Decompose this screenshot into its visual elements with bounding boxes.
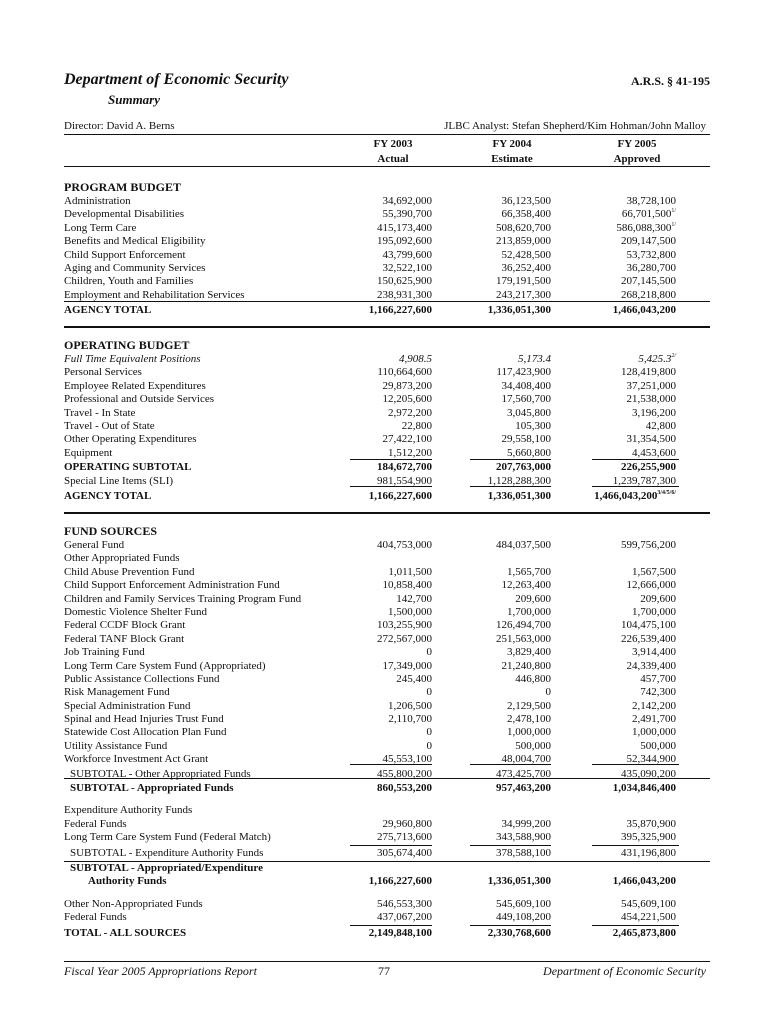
other-non-appropriated-row: Other Non-Appropriated Funds 546,553,300 545,609,100 545,609,100 (64, 897, 676, 910)
agency-total-row: AGENCY TOTAL 1,166,227,600 1,336,051,300 1,466,043,200 (64, 304, 676, 317)
program-row: Developmental Disabilities 55,390,700 66,358,400 $66,701,500^{1/}$ (64, 208, 676, 221)
fund-row: Children and Family Services Training Program Fund 142,700 209,600 209,600 (64, 592, 676, 605)
program-row: Employment and Rehabilitation Services 238,931,300 243,217,300 268,218,800 (64, 288, 676, 301)
program-total-rule-top (64, 301, 710, 302)
column-header-fy2005: FY 2005 Approved (613, 138, 661, 165)
equipment-underline-3 (592, 459, 679, 460)
expenditure-authority-heading: Expenditure Authority Funds (64, 804, 193, 817)
subtotal-expenditure-authority-row: SUBTOTAL - Expenditure Authority Funds 305,674,400 378,588,100 431,196,800 (70, 846, 676, 859)
federal-funds-row: Federal Funds 437,067,200 449,108,200 454,221,500 (64, 911, 676, 924)
general-fund-row: General Fund 404,753,000 484,037,500 599,756,200 (64, 539, 676, 551)
section-heading: FUND SOURCES (64, 524, 158, 538)
operating-row: Travel - Out of State 22,800 105,300 42,800 (64, 419, 676, 432)
sli-underline-1 (350, 486, 432, 487)
analyst-names: JLBC Analyst: Stefan Shepherd/Kim Hohman/John Malloy (444, 120, 706, 132)
workforce-underline-2 (470, 764, 551, 765)
column-header-rule (64, 166, 710, 167)
subtotal-appropriated-row: SUBTOTAL - Appropriated Funds 860,553,200 957,463,200 1,034,846,400 (70, 782, 676, 795)
fte-row: Full Time Equivalent Positions 4,908.5 5,173.4 $5,425.3^{2/}$ (64, 353, 676, 365)
operating-row: Other Operating Expenditures 27,422,100 29,558,100 31,354,500 (64, 433, 676, 446)
program-row: Benefits and Medical Eligibility 195,092,600 213,859,000 209,147,500 (64, 235, 676, 248)
fund-row: Child Abuse Prevention Fund 1,011,500 1,565,700 1,567,500 (64, 565, 676, 578)
federal-match-underline-1 (350, 845, 432, 846)
footer-department: Department of Economic Security (543, 964, 706, 978)
section-heading: PROGRAM BUDGET (64, 180, 181, 194)
fund-row: Utility Assistance Fund 0 500,000 500,000 (64, 739, 676, 752)
equipment-underline-1 (350, 459, 432, 460)
fund-row: Public Assistance Collections Fund 245,400 446,800 457,700 (64, 672, 676, 685)
fund-sources-section (64, 523, 710, 940)
operating-row: Personal Services 110,664,600 117,423,900 128,419,800 (64, 366, 676, 379)
fund-row: Domestic Violence Shelter Fund 1,500,000 1,700,000 1,700,000 (64, 605, 676, 618)
equipment-underline-2 (470, 459, 551, 460)
program-row: Long Term Care 415,173,400 508,620,700 $586,088,300^{1/}$ (64, 221, 676, 234)
subtotal-combined-row: SUBTOTAL - Appropriated/Expenditure Authority Funds 1,166,227,600 1,336,051,300 1,466,043,200 (70, 861, 676, 887)
federal-funds-underline-2 (470, 925, 551, 926)
federal-funds-underline-1 (350, 925, 432, 926)
operating-budget-section (64, 337, 710, 503)
fund-row: Job Training Fund 0 3,829,400 3,914,400 (64, 646, 676, 659)
operating-agency-total-row: AGENCY TOTAL 1,166,227,600 1,336,051,300 $1,466,043,200^{3/4/5/6/}$ (64, 489, 676, 502)
program-row: Children, Youth and Families 150,625,900 179,191,500 207,145,500 (64, 275, 676, 288)
operating-row: Equipment 1,512,200 5,660,800 4,453,600 (64, 446, 676, 459)
section-heading: OPERATING BUDGET (64, 338, 190, 352)
page-title: Department of Economic Security (64, 71, 289, 88)
subtotal-other-appropriated-row: SUBTOTAL - Other Appropriated Funds 455,800,200 473,425,700 435,090,200 (70, 767, 676, 780)
header-rule (64, 134, 710, 135)
fund-row: Workforce Investment Act Grant 45,553,100 48,004,700 52,344,900 (64, 753, 676, 766)
operating-subtotal-row: OPERATING SUBTOTAL 184,672,700 207,763,000 226,255,900 (64, 461, 676, 474)
federal-match-underline-3 (592, 845, 679, 846)
operating-row: Professional and Outside Services 12,205,600 17,560,700 21,538,000 (64, 393, 676, 406)
footer-report-title: Fiscal Year 2005 Appropriations Report (64, 964, 257, 978)
program-section-rule (64, 326, 710, 328)
subtotal-other-rule (64, 778, 710, 779)
workforce-underline-1 (350, 764, 432, 765)
program-budget-section (64, 179, 710, 318)
total-all-sources-row: TOTAL - ALL SOURCES 2,149,848,100 2,330,768,600 2,465,873,800 (64, 926, 676, 939)
fund-row: Risk Management Fund 0 0 742,300 (64, 686, 676, 699)
fund-row: Federal TANF Block Grant 272,567,000 251,563,000 226,539,400 (64, 632, 676, 645)
sli-underline-3 (592, 486, 679, 487)
program-row: Administration 34,692,000 36,123,500 38,728,100 (64, 195, 676, 207)
page-number: 77 (378, 964, 390, 978)
column-header-fy2004: FY 2004 Estimate (491, 138, 533, 165)
director-name: Director: David A. Berns (64, 120, 175, 132)
sli-underline-2 (470, 486, 551, 487)
federal-match-underline-2 (470, 845, 551, 846)
program-row: Child Support Enforcement 43,799,600 52,428,500 53,732,800 (64, 248, 676, 261)
fund-row: Child Support Enforcement Administration Fund 10,858,400 12,263,400 12,666,000 (64, 579, 676, 592)
operating-row: Employee Related Expenditures 29,873,200 34,408,400 37,251,000 (64, 379, 676, 392)
workforce-underline-3 (592, 764, 679, 765)
fund-row: Long Term Care System Fund (Federal Match) 275,713,600 343,588,900 395,325,900 (64, 831, 676, 844)
other-appropriated-heading: Other Appropriated Funds (64, 552, 180, 565)
fund-row: Federal CCDF Block Grant 103,255,900 126,494,700 104,475,100 (64, 619, 676, 632)
page-subtitle: Summary (108, 92, 161, 107)
statute-reference: A.R.S. § 41-195 (630, 74, 710, 88)
operating-row: Travel - In State 2,972,200 3,045,800 3,196,200 (64, 406, 676, 419)
fund-row: Statewide Cost Allocation Plan Fund 0 1,000,000 1,000,000 (64, 726, 676, 739)
operating-section-rule (64, 512, 710, 514)
fund-row: Spinal and Head Injuries Trust Fund 2,110,700 2,478,100 2,491,700 (64, 713, 676, 726)
program-row: Aging and Community Services 32,522,100 36,252,400 36,280,700 (64, 261, 676, 274)
sli-row: Special Line Items (SLI) 981,554,900 1,128,288,300 1,239,787,300 (64, 474, 676, 487)
subtotal-ea-rule (64, 861, 710, 862)
federal-funds-underline-3 (592, 925, 679, 926)
fund-row: Federal Funds 29,960,800 34,999,200 35,870,900 (64, 817, 676, 830)
footer-rule (64, 961, 710, 962)
fund-row: Long Term Care System Fund (Appropriated) 17,349,000 21,240,800 24,339,400 (64, 659, 676, 672)
fund-row: Special Administration Fund 1,206,500 2,129,500 2,142,200 (64, 699, 676, 712)
column-header-fy2003: FY 2003 Actual (373, 138, 413, 165)
